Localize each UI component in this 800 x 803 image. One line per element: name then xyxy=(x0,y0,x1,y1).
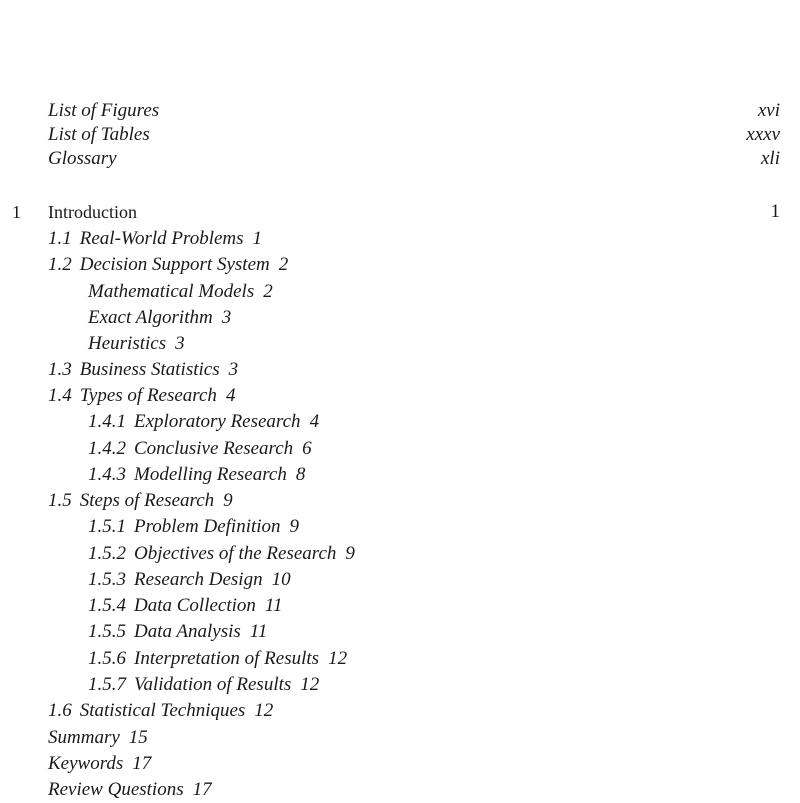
toc-entry[interactable] xyxy=(88,409,319,435)
toc-entry[interactable] xyxy=(88,567,291,593)
toc-front-page: xli xyxy=(761,148,780,169)
entry-number: 1.4.3 xyxy=(88,464,126,485)
entry-title: Statistical Techniques xyxy=(79,700,246,721)
entry-title: Interpretation of Results xyxy=(134,648,320,669)
toc-front-page: xxxv xyxy=(746,124,780,145)
entry-number: 1.5.4 xyxy=(88,595,126,616)
toc-entry[interactable] xyxy=(88,541,355,567)
entry-page: 2 xyxy=(263,281,273,302)
toc-entry[interactable] xyxy=(48,252,288,278)
entry-title: Decision Support System xyxy=(79,254,270,275)
entry-number: 1.5.2 xyxy=(88,543,126,564)
toc-entry[interactable] xyxy=(88,331,185,357)
entry-number: 1.4.1 xyxy=(88,411,126,432)
entry-number: 1.3 xyxy=(48,359,72,380)
entry-page: 4 xyxy=(225,385,236,406)
entry-page: 2 xyxy=(278,254,289,275)
toc-entry[interactable] xyxy=(88,514,299,540)
entry-title: Modelling Research xyxy=(134,464,287,485)
toc-entry[interactable] xyxy=(48,357,238,383)
entry-title: Heuristics xyxy=(88,333,167,354)
toc-front-title: List of Tables xyxy=(48,124,150,145)
toc-entry[interactable] xyxy=(48,725,148,751)
entry-page: 9 xyxy=(345,543,355,564)
entry-title: Real-World Problems xyxy=(79,228,244,249)
entry-page: 12 xyxy=(328,648,348,669)
chapter-title: Introduction xyxy=(48,202,137,222)
entry-page: 9 xyxy=(223,490,233,511)
entry-title: Data Collection xyxy=(134,595,256,616)
entry-page: 11 xyxy=(249,621,268,642)
entry-title: Summary xyxy=(48,727,120,748)
toc-entry[interactable] xyxy=(88,672,319,698)
entry-page: 8 xyxy=(295,464,306,485)
toc-chapter-heading[interactable] xyxy=(0,199,800,225)
entry-number: 1.2 xyxy=(48,254,72,275)
entry-number: 1.5.3 xyxy=(88,569,126,590)
entry-page: 6 xyxy=(302,438,312,459)
toc-front-title: Glossary xyxy=(48,148,117,169)
entry-title: Data Analysis xyxy=(134,621,241,642)
toc-entry[interactable] xyxy=(88,593,283,619)
entry-number: 1.4 xyxy=(48,385,72,406)
entry-page: 12 xyxy=(300,674,320,695)
toc-front-title: List of Figures xyxy=(48,100,160,121)
entry-title: Review Questions xyxy=(48,779,184,800)
entry-title: Keywords xyxy=(48,753,124,774)
entry-page: 15 xyxy=(128,727,148,748)
entry-title: Mathematical Models xyxy=(88,281,255,302)
toc-entry[interactable] xyxy=(48,751,151,777)
entry-page: 3 xyxy=(228,359,239,380)
entry-number: 1.5.7 xyxy=(88,674,126,695)
entry-number: 1.5.5 xyxy=(88,621,126,642)
chapter-page: 1 xyxy=(770,201,780,222)
toc-entry[interactable] xyxy=(48,383,235,409)
entry-title: Validation of Results xyxy=(134,674,292,695)
entry-title: Steps of Research xyxy=(79,490,215,511)
entry-title: Objectives of the Research xyxy=(134,543,337,564)
toc-entry[interactable] xyxy=(88,462,305,488)
entry-page: 4 xyxy=(309,411,320,432)
entry-number: 1.1 xyxy=(48,228,72,249)
chapter-number: 1 xyxy=(12,202,21,222)
toc-entry[interactable] xyxy=(88,305,231,331)
entry-number: 1.6 xyxy=(48,700,72,721)
entry-title: Business Statistics xyxy=(79,359,220,380)
toc-front-page: xvi xyxy=(757,100,780,121)
entry-page: 12 xyxy=(254,700,274,721)
entry-number: 1.5 xyxy=(48,490,72,511)
toc-entry[interactable] xyxy=(88,619,267,645)
entry-page: 17 xyxy=(132,753,152,774)
toc-front-item[interactable] xyxy=(48,146,117,172)
entry-title: Exact Algorithm xyxy=(88,307,213,328)
entry-number: 1.5.1 xyxy=(88,516,126,537)
toc-entry[interactable] xyxy=(48,226,262,252)
entry-number: 1.4.2 xyxy=(88,438,126,459)
entry-title: Problem Definition xyxy=(134,516,281,537)
entry-page: 3 xyxy=(221,307,232,328)
toc-entry[interactable] xyxy=(48,488,233,514)
entry-title: Types of Research xyxy=(79,385,217,406)
entry-page: 17 xyxy=(192,779,212,800)
entry-page: 3 xyxy=(175,333,185,354)
toc-entry[interactable] xyxy=(88,279,273,305)
toc-entry[interactable] xyxy=(48,777,212,803)
entry-page: 1 xyxy=(252,228,263,249)
entry-page: 11 xyxy=(264,595,283,616)
toc-front-item[interactable] xyxy=(48,98,159,124)
entry-title: Research Design xyxy=(134,569,263,590)
toc-entry[interactable] xyxy=(88,436,312,462)
toc-entry[interactable] xyxy=(88,646,347,672)
entry-number: 1.5.6 xyxy=(88,648,126,669)
entry-title: Conclusive Research xyxy=(134,438,294,459)
entry-page: 9 xyxy=(289,516,300,537)
toc-entry[interactable] xyxy=(48,698,273,724)
toc-front-item[interactable] xyxy=(48,122,150,148)
entry-title: Exploratory Research xyxy=(134,411,301,432)
entry-page: 10 xyxy=(271,569,291,590)
